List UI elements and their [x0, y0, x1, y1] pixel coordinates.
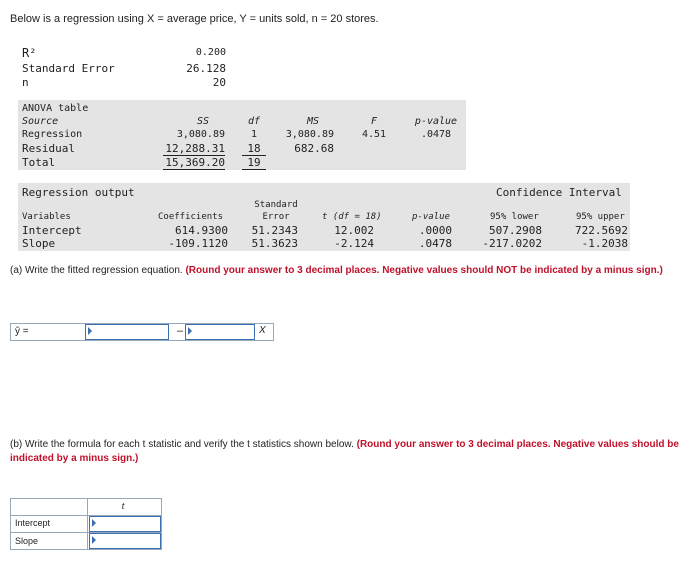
anova-df-header: df	[247, 116, 261, 127]
anova-ss-header: SS	[196, 116, 210, 127]
slope-t: -2.124	[334, 237, 374, 250]
x-variable: X	[259, 325, 266, 336]
anova-row-regression: Regression	[22, 129, 83, 140]
se-header-top: Standard	[254, 200, 298, 210]
slope-lower: -217.0202	[482, 237, 542, 250]
regression-title: Regression output	[22, 186, 135, 199]
anova-regression-df: 1	[250, 129, 258, 140]
upper-header: 95% upper	[576, 212, 625, 222]
intercept-coef: 614.9300	[175, 224, 228, 237]
p-header: p-value	[412, 212, 450, 222]
ci-title: Confidence Interval	[496, 186, 622, 199]
se-header: Error	[262, 212, 290, 222]
n-label: n	[22, 76, 29, 89]
variables-header: Variables	[22, 212, 71, 222]
r2-label: R²	[22, 46, 37, 60]
anova-f-header: F	[370, 116, 378, 127]
t-row-slope: Slope	[15, 536, 39, 546]
slope-se: 51.3623	[251, 237, 298, 250]
anova-residual-ss: 12,288.31	[163, 142, 225, 156]
intercept-answer-input[interactable]	[85, 324, 169, 340]
yhat-label: ŷ =	[15, 326, 29, 337]
t-intercept-input[interactable]	[89, 516, 161, 532]
intercept-se: 51.2343	[251, 224, 298, 237]
part-b-instruction: (Round your answer to 3 decimal places. Negative values should be indicated by a minus sign.)	[10, 439, 679, 464]
intercept-upper: 722.5692	[575, 224, 628, 237]
minus-sign: –	[177, 325, 184, 337]
intercept-p: .0000	[418, 224, 452, 237]
intercept-t: 12.002	[334, 224, 374, 237]
intercept-lower: 507.2908	[489, 224, 542, 237]
part-a-instruction: (Round your answer to 3 decimal places. Negative values should NOT be indicated by a minus sign.)	[185, 265, 663, 276]
slope-label: Slope	[22, 237, 56, 250]
anova-regression-p: .0478	[420, 129, 452, 140]
intercept-label: Intercept	[22, 224, 82, 237]
n-value: 20	[212, 76, 226, 89]
slope-upper: -1.2038	[581, 237, 628, 250]
coef-header: Coefficients	[158, 212, 224, 222]
r2-value: 0.200	[195, 47, 226, 58]
anova-regression-ss: 3,080.89	[176, 129, 225, 140]
t-col-header: t	[121, 501, 125, 511]
anova-ms-header: MS	[306, 116, 320, 127]
slope-p: .0478	[418, 237, 452, 250]
lower-header: 95% lower	[490, 212, 539, 222]
anova-regression-ms: 3,080.89	[285, 129, 334, 140]
se-label: Standard Error	[22, 62, 115, 75]
part-a-text: (a) Write the fitted regression equation.	[10, 265, 183, 276]
slope-coef: -109.1120	[168, 237, 228, 250]
anova-residual-ms: 682.68	[294, 142, 334, 155]
anova-row-total: Total	[22, 156, 56, 169]
slope-answer-input[interactable]	[185, 324, 255, 340]
t-row-intercept: Intercept	[15, 518, 51, 528]
t-slope-input[interactable]	[89, 533, 161, 549]
t-header: t (df = 18)	[322, 212, 382, 222]
part-b-text: (b) Write the formula for each t statistic and verify the t statistics shown below.	[10, 439, 354, 450]
t-stat-table	[10, 498, 162, 550]
anova-total-ss: 15,369.20	[163, 156, 225, 170]
part-b-question	[10, 438, 690, 466]
anova-source-header: Source	[22, 116, 59, 127]
anova-p-header: p-value	[414, 116, 458, 127]
se-value: 26.128	[186, 62, 226, 75]
anova-residual-df: 18	[242, 142, 266, 156]
equation-row	[10, 323, 274, 341]
anova-regression-f: 4.51	[361, 129, 387, 140]
anova-row-residual: Residual	[22, 142, 75, 155]
anova-total-df: 19	[242, 156, 266, 170]
anova-title: ANOVA table	[22, 103, 89, 114]
part-a-question	[10, 264, 690, 278]
intro-text: Below is a regression using X = average price, Y = units sold, n = 20 stores.	[10, 13, 379, 25]
